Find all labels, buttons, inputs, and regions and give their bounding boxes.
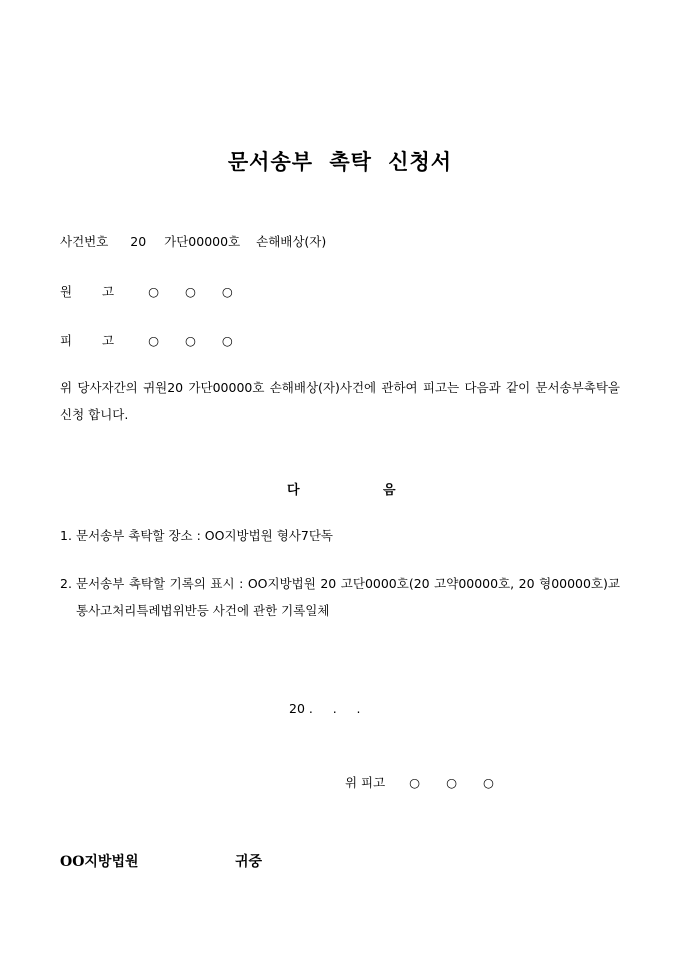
plaintiff-label-1: 원 [60,284,73,299]
plaintiff-line [60,282,233,300]
addressee-court: OO지방법원 [60,854,139,870]
defendant-name-char: ○ [184,333,196,348]
plaintiff-name-char: ○ [148,284,160,299]
list-item [60,570,620,624]
defendant-name-char: ○ [221,333,233,348]
defendant-label-1: 피 [60,333,73,348]
defendant-line [60,331,233,349]
defendant-name-char: ○ [148,333,160,348]
case-number-label: 사건번호 [60,234,109,249]
intro-paragraph: 위 당사자간의 귀원20 가단00000호 손해배상(자)사건에 관하여 피고는 다음과 같이 문서송부촉탁을 신청 합니다. [60,380,620,422]
signature-name-char: ○ [446,775,457,790]
signature-line [345,773,494,791]
heading-left: 다 [287,483,300,498]
date-line: 20 . . . [289,701,361,716]
case-name: 손해배상(자) [256,234,327,249]
item-number: 1. [60,528,72,543]
heading-right: 음 [383,483,396,498]
plaintiff-name-char: ○ [221,284,233,299]
addressee-honorific: 귀중 [235,854,263,870]
signature-label: 위 피고 [345,775,386,790]
item-text: 문서송부 촉탁할 기록의 표시 : OO지방법원 20 고단0000호(20 고약00000호, 20 형00000호)교통사고처리특례법위반등 사건에 관한 기록일체 [76,576,620,618]
plaintiff-label-2: 고 [102,284,115,299]
list-item [60,522,620,549]
signature-name-char: ○ [409,775,421,790]
signature-name-char: ○ [482,775,494,790]
document-title: 문서송부 촉탁 신청서 [227,149,453,174]
case-number: 가단00000호 [164,234,241,249]
case-number-line [60,232,326,250]
item-text: 문서송부 촉탁할 장소 : OO지방법원 형사7단독 [76,528,333,543]
plaintiff-name-char: ○ [184,284,196,299]
case-year: 20 [130,234,147,249]
item-number: 2. [60,576,72,591]
defendant-label-2: 고 [102,333,115,348]
